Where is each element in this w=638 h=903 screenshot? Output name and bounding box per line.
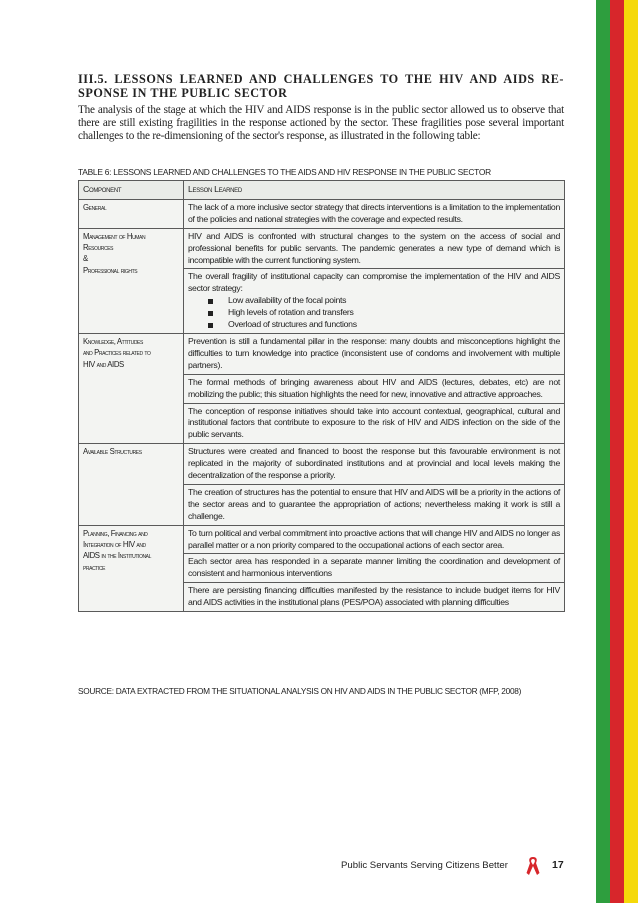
component-line: practice — [83, 562, 106, 572]
lessons-table — [78, 180, 565, 612]
component-line: Integration of HIV and — [83, 539, 146, 549]
component-human-resources — [79, 228, 184, 333]
list-item: Low availability of the focal points — [218, 295, 560, 307]
lesson-cell: The conception of response initiatives should take into account contextual, geographical, cultural and institutional factors that contribute to exposure to the risk of HIV and AIDS infection on the side of the public servants. — [184, 403, 565, 444]
section-title: III.5. LESSONS LEARNED AND CHALLENGES TO THE HIV AND AIDS RE-SPONSE IN THE PUBLIC SECTOR — [78, 72, 564, 100]
lesson-cell: HIV and AIDS is confronted with structural changes to the system on the access of social and professional benefits for public servants. The pandemic generates a new type of demand which is incompatible with the current functioning system. — [184, 228, 565, 269]
stripe-green — [596, 0, 610, 903]
table-row — [79, 199, 565, 228]
table-row — [79, 444, 565, 485]
page-footer — [341, 858, 571, 874]
component-line: Management of Human — [83, 231, 146, 241]
lesson-cell: The formal methods of bringing awareness about HIV and AIDS (lectures, debates, etc) are not mobilizing the public; this situation highlights the need for new, innovative and attractive approaches. — [184, 374, 565, 403]
intro-paragraph: The analysis of the stage at which the HIV and AIDS response is in the public sector allowed us to observe that there are still existing fragilities in the response actioned by the sector. These fragilities pose several important challenges to the re-dimensioning of the sector's response, as illustrated in the following table: — [78, 104, 564, 143]
component-line: AIDS in the Institutional — [83, 551, 151, 561]
lesson-cell: The lack of a more inclusive sector strategy that directs interventions is a limitation to the implementation of the policies and national strategies with the coverage and expected results. — [184, 199, 565, 228]
table-row — [79, 228, 565, 269]
lesson-cell — [184, 269, 565, 334]
component-planning-financing — [79, 525, 184, 611]
lesson-cell: There are persisting financing difficulties manifested by the resistance to include budget items for HIV and AIDS activities in the institutional plans (PES/POA) associated with planning difficulties — [184, 583, 565, 612]
red-ribbon-icon — [525, 856, 541, 876]
lesson-cell: Prevention is still a fundamental pillar in the response: many doubts and misconceptions highlight the difficulties to turn knowledge into practice (inconsistent use of condoms and involvement with multiple partners). — [184, 333, 565, 374]
component-line: Professional rights — [83, 265, 138, 275]
component-line: Planning, Financing and — [83, 528, 148, 538]
lesson-cell: To turn political and verbal commitment into proactive actions that will change HIV and AIDS no longer as parallel matter or a non priority compared to the occupational actions of each sector area. — [184, 525, 565, 554]
lesson-cell: Structures were created and financed to boost the response but this favourable environment is not replicated in the majority of subordinated institutions and at provincial and local levels making the decentralization of the response a priority. — [184, 444, 565, 485]
page-number: 17 — [552, 859, 564, 871]
component-general: General — [79, 199, 184, 228]
component-line: and Practices related to — [83, 348, 151, 358]
lesson-cell: Each sector area has responded in a separate manner limiting the coordination and development of consistent and harmonious interventions — [184, 554, 565, 583]
component-line: & — [83, 254, 88, 264]
source-note: SOURCE: DATA EXTRACTED FROM THE SITUATIONAL ANALYSIS ON HIV AND AIDS IN THE PUBLIC SECTOR (MFP, 2008) — [78, 686, 522, 696]
lesson-cell: The creation of structures has the potential to ensure that HIV and AIDS will be a priority in the actions of the sector areas and to guarantee the appropriation of actions; nevertheless making it work is still a challenge. — [184, 484, 565, 525]
list-item: Overload of structures and functions — [218, 319, 560, 331]
header-lesson-learned: Lesson Learned — [184, 181, 565, 200]
component-line: Resources — [83, 243, 114, 253]
bullet-list — [188, 295, 560, 331]
table-header-row — [79, 181, 565, 200]
list-item: High levels of rotation and transfers — [218, 307, 560, 319]
table-row — [79, 333, 565, 374]
table-caption: TABLE 6: LESSONS LEARNED AND CHALLENGES TO THE AIDS AND HIV RESPONSE IN THE PUBLIC SECTOR — [78, 167, 491, 177]
stripe-red — [610, 0, 624, 903]
lesson-text: The overall fragility of institutional capacity can compromise the implementation of the HIV and AIDS sector strategy: — [188, 271, 560, 294]
component-available-structures: Available Structures — [79, 444, 184, 525]
stripe-yellow — [624, 0, 638, 903]
component-line: Knowledge, Attitudes — [83, 336, 143, 346]
table-row — [79, 525, 565, 554]
component-knowledge-attitudes — [79, 333, 184, 443]
footer-tagline: Public Servants Serving Citizens Better — [341, 860, 508, 871]
header-component: Component — [79, 181, 184, 200]
component-line: HIV and AIDS — [83, 359, 124, 369]
